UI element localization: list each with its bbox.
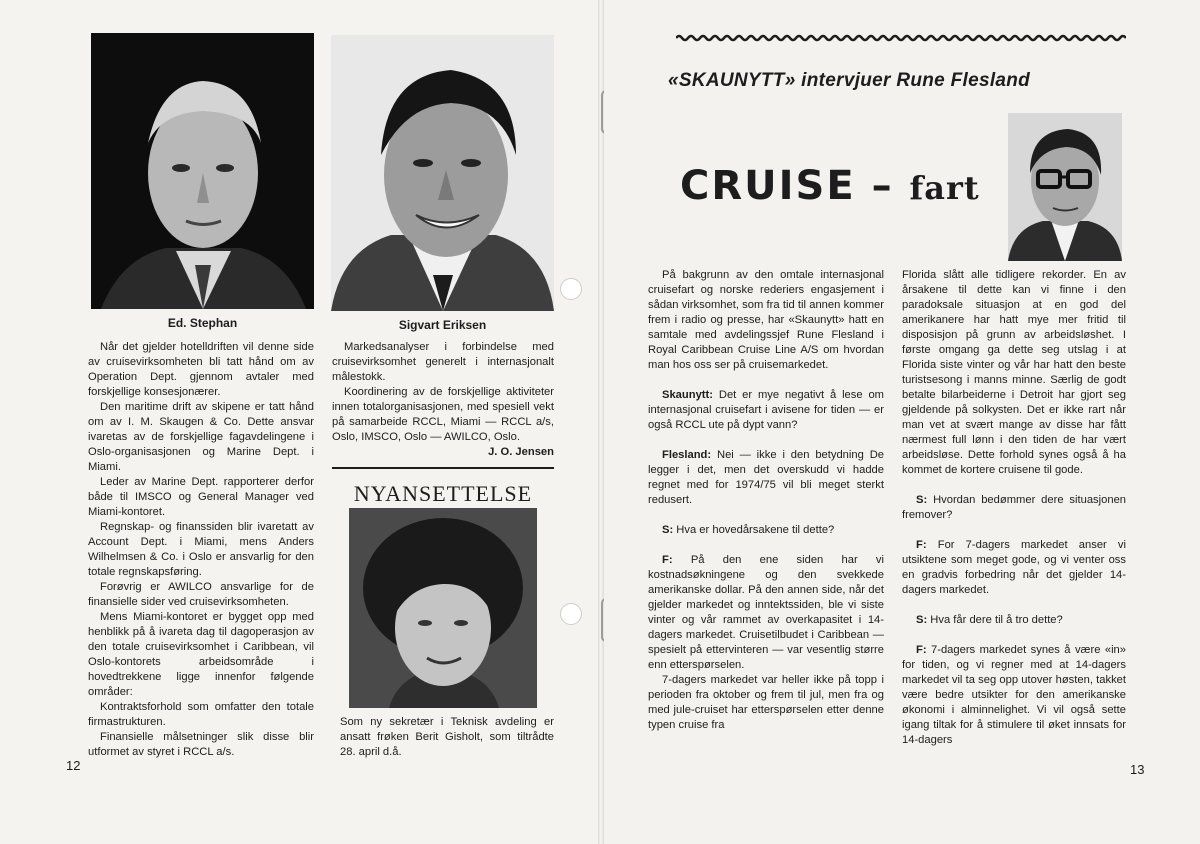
paragraph: Regnskap- og finanssiden blir ivaretatt av Account Dept. i Miami, mens Anders Wilhelmsen & Co. i Oslo er ansvarlig for den totale regnskapsføring. (88, 521, 314, 578)
fart-word: fart (909, 169, 980, 207)
section-heading: NYANSETTELSE (353, 481, 533, 506)
photo-caption-sigvart-eriksen: Sigvart Eriksen (398, 318, 487, 332)
portrait-photo-berit-gisholt (349, 508, 537, 708)
speaker-label: S: (916, 614, 928, 626)
paragraph: Markedsanalyser i forbindelse med cruisevirksomhet generelt i internasjonalt målestokk. (332, 341, 554, 383)
interview-paragraph (902, 493, 1126, 523)
speaker-label: S: (662, 524, 674, 536)
cruise-fart-title (680, 163, 980, 209)
interview-paragraph (648, 388, 884, 433)
interview-paragraph (648, 673, 884, 733)
paragraph: Når det gjelder hotelldriften vil denne side av cruisevirksomheten bli tatt hånd om av Operation Dept. gjennom avtaler med forskjellige konsesjonærer. (88, 341, 314, 398)
interview-text: 7-dagers markedet synes å være «in» for tiden, og vi regner med at 14-dagers markedet vil ta seg opp utover høsten, takket være bedre utsikter for den amerikanske økonomi i alminnelighet. Vi vil også sette igang tiltak for å stimulere til øket innsats for 14-dagers (902, 644, 1127, 746)
page-number: 12 (66, 758, 81, 773)
interview-paragraph (902, 643, 1126, 748)
section-divider (332, 467, 554, 469)
interview-paragraph (648, 268, 884, 373)
interview-text: Hva er hovedårsakene til dette? (676, 524, 835, 536)
interview-text: Nei — ikke i den betydning De legger i det, men det overskudd vi hadde regnet med for 1974/75 vil bli meget sterkt redusert. (648, 449, 885, 506)
new-hire-caption (340, 715, 554, 760)
portrait-photo-sigvart-eriksen (331, 35, 554, 311)
speaker-label: F: (916, 539, 927, 551)
title-dash: – (871, 163, 894, 209)
speaker-label: F: (662, 554, 673, 566)
interview-text: For 7-dagers markedet anser vi utsiktene som meget gode, og vi venter oss en gradvis forbedring når det gjelder 14-dagers markedet. (902, 539, 1127, 596)
article-column-2 (332, 340, 554, 460)
paragraph: Mens Miami-kontoret er bygget opp med henblikk på å ivareta dag til dagoperasjon av den totale cruisevirksomhet i Caribbean, vil Oslo-kontorets arbeidsområde i hovedtrekkene ligge innenfor følgende områder: (88, 611, 314, 698)
portrait-photo-ed-stephan (91, 33, 314, 309)
punch-hole (560, 278, 582, 300)
punch-hole (560, 603, 582, 625)
paragraph: Den maritime drift av skipene er tatt hånd om av I. M. Skaugen & Co. Dette ansvar ivaretas av de forskjellige fagavdelingene i Oslo-organisasjonen og Marine Dept. i Miami. (88, 401, 314, 473)
page-number: 13 (1130, 762, 1145, 777)
interview-text: Det er mye negativt å lese om internasjonal cruisefart i avisene for tiden — er også RCCL ute på dypt vann? (648, 389, 884, 431)
interview-column-2 (902, 268, 1126, 748)
article-column-1 (88, 340, 314, 760)
interview-paragraph (902, 613, 1126, 628)
interview-text: På bakgrunn av den omtale internasjonal cruisefart og norske rederiers engasjement i sådan virksomhet, som fra tid til annen kommer frem i radio og presse, har «Skaunytt» hatt en samtale med avdelingssjef Rune Flesland i Royal Caribbean Cruise Line A/S om hvordan man hos oss ser på cruisemarkedet. (648, 269, 884, 371)
decorative-wavy-border (676, 34, 1126, 42)
interview-text: Hva får dere til å tro dette? (930, 614, 1063, 626)
speaker-label: F: (916, 644, 927, 656)
interview-column-1 (648, 268, 884, 733)
cruise-word: CRUISE (680, 163, 856, 209)
portrait-photo-rune-flesland (1008, 113, 1122, 261)
paragraph: Kontraktsforhold som omfatter den totale firmastrukturen. (88, 701, 314, 728)
paragraph: Koordinering av de forskjellige aktiviteter innen totalorganisasjonen, med spesiell vekt på samarbeide RCCL, Miami — RCCL a/s, Oslo, IMSCO, Oslo — AWILCO, Oslo. (332, 386, 554, 443)
interview-paragraph (902, 268, 1126, 478)
author-signature: J. O. Jensen (488, 446, 554, 458)
interview-paragraph (648, 448, 884, 508)
interview-text: Hvordan bedømmer dere situasjonen fremover? (902, 494, 1127, 521)
photo-caption-ed-stephan: Ed. Stephan (167, 316, 238, 330)
speaker-label: S: (916, 494, 928, 506)
interview-text: 7-dagers markedet var heller ikke på topp i perioden fra oktober og frem til jul, men fra og med jule-cruiset har etterspørselen etter denne typen cruise fra (648, 674, 884, 731)
paragraph: Leder av Marine Dept. rapporterer derfor både til IMSCO og General Manager ved Miami-kontoret. (88, 476, 314, 518)
paragraph: Forøvrig er AWILCO ansvarlige for de finansielle sider ved cruisevirksomheten. (88, 581, 314, 608)
interview-paragraph (648, 523, 884, 538)
article-headline: «SKAUNYTT» intervjuer Rune Flesland (668, 70, 1031, 91)
interview-text: Florida slått alle tidligere rekorder. En av årsakene til dette kan vi finne i den paradoksale situasjon at en god del amerikanere har hatt mye mer fritid til disposisjon på grunn av arbeidsløshet. I første omgang ga dette seg utslag i at Florida siste vinter og vår har hatt den beste turistsesong i manns minne. Særlig de godt betalte bilarbeiderne i Detroit har gjort seg gjeldende på solkysten. Det er ikke rart når man vet at svært mange av disse har fått nærmest full lønn i den tiden de har vært arbeidsløse. Dette forhold synes også å ha kommet de kortere cruisene til gode. (902, 269, 1126, 476)
speaker-label: Flesland: (662, 449, 712, 461)
speaker-label: Skaunytt: (662, 389, 713, 401)
interview-paragraph (902, 538, 1126, 598)
interview-text: På den ene siden har vi kostnadsøkningene og den svekkede amerikanske dollar. På den annen side, når det gjelder markedet og inntektssiden, ble vi siste vinter og vår rammet av overkapasitet i 14-dagers markedet. Cruisetilbudet i Caribbean — spesielt på ettervinteren — var vesentlig større enn etterspørselen. (648, 554, 885, 671)
interview-paragraph (648, 553, 884, 673)
paragraph: Finansielle målsetninger slik disse blir utformet av styret i RCCL a/s. (88, 731, 314, 758)
paragraph: Som ny sekretær i Teknisk avdeling er ansatt frøken Berit Gisholt, som tiltrådte 28. april d.å. (340, 716, 554, 758)
